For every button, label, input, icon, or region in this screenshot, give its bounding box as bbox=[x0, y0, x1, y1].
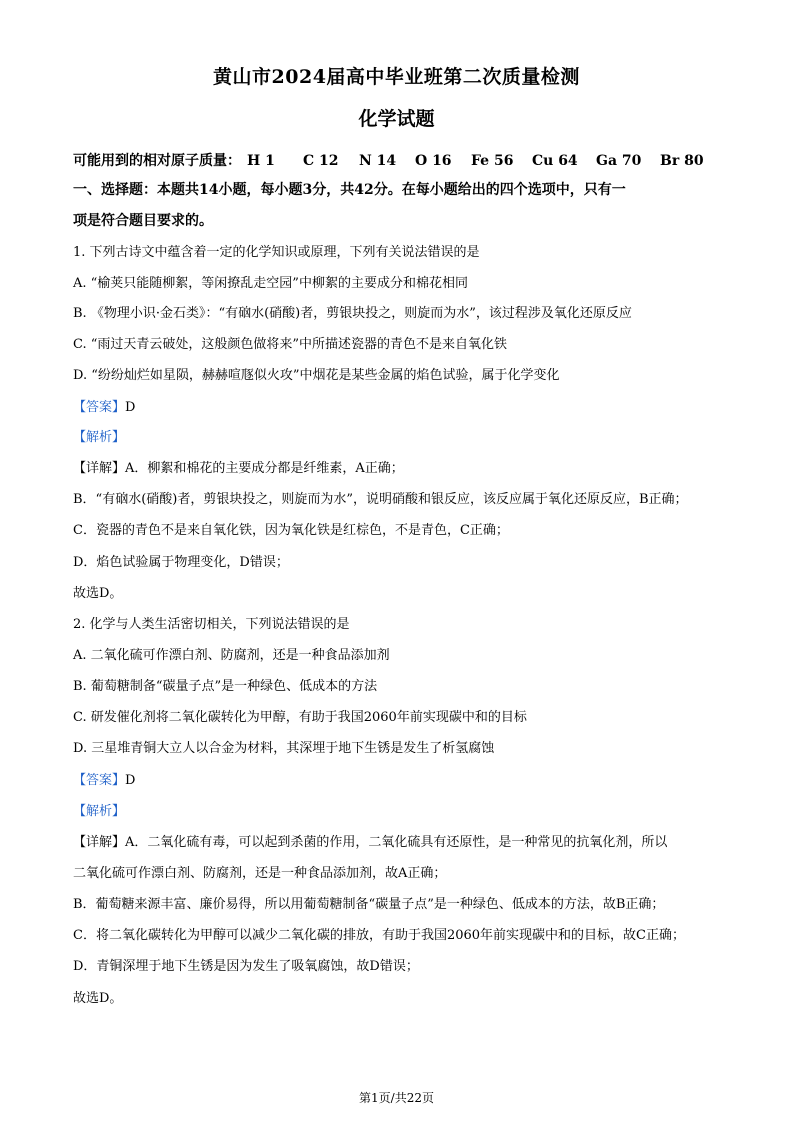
detail-tag: 【详解】 bbox=[73, 835, 126, 850]
q2-option-b: B. 葡萄糖制备“碳量子点”是一种绿色、低成本的方法 bbox=[73, 679, 378, 694]
atomic-mass-line bbox=[73, 150, 704, 170]
q2-detail-2: B．葡萄糖来源丰富、廉价易得，所以用葡萄糖制备“碳量子点”是一种绿色、低成本的方法，故B正确； bbox=[73, 897, 665, 912]
q1-detail-3: C．瓷器的青色不是来自氧化铁，因为氧化铁是红棕色，不是青色，C正确； bbox=[73, 523, 509, 538]
section-heading: 一、选择题：本题共14小题，每小题3分，共42分。在每小题给出的四个选项中，只有一 bbox=[73, 182, 626, 198]
analysis-tag: 【解析】 bbox=[73, 804, 126, 819]
q2-conclusion: 故选D。 bbox=[73, 991, 123, 1006]
answer-tag: 【答案】 bbox=[73, 773, 126, 788]
q2-answer bbox=[73, 772, 135, 790]
atomic-mass-item: Ga 70 bbox=[596, 153, 642, 169]
q2-detail-4: D．青铜深埋于地下生锈是因为发生了吸氧腐蚀，故D错误； bbox=[73, 959, 419, 974]
q2-stem: 2. 化学与人类生活密切相关，下列说法错误的是 bbox=[73, 617, 350, 632]
q2-detail-1 bbox=[73, 834, 667, 852]
atomic-mass-item: O 16 bbox=[415, 153, 452, 169]
q2-option-d: D. 三星堆青铜大立人以合金为材料，其深埋于地下生锈是发生了析氢腐蚀 bbox=[73, 741, 495, 756]
subject-title: 化学试题 bbox=[358, 108, 435, 130]
q1-option-b: B. 《物理小识·金石类》：“有硇水(硝酸)者，剪银块投之，则旋而为水”，该过程涉及氧化还原反应 bbox=[73, 306, 632, 321]
detail-text: A．二氧化硫有毒，可以起到杀菌的作用，二氧化硫具有还原性，是一种常见的抗氧化剂，所以 bbox=[125, 835, 668, 850]
atomic-mass-item: H 1 bbox=[247, 153, 275, 169]
atomic-mass-label: 可能用到的相对原子质量： bbox=[73, 153, 241, 169]
q1-detail-1 bbox=[73, 460, 404, 478]
page-number: 第1页/共22页 bbox=[359, 1091, 434, 1105]
answer-value: D bbox=[125, 773, 136, 788]
q2-option-c: C. 研发催化剂将二氧化碳转化为甲醇，有助于我国2060年前实现碳中和的目标 bbox=[73, 710, 527, 725]
section-heading-cont: 项是符合题目要求的。 bbox=[73, 213, 213, 229]
atomic-mass-item: N 14 bbox=[359, 153, 397, 169]
q1-detail-2: B．“有硇水(硝酸)者，剪银块投之，则旋而为水”，说明硝酸和银反应，该反应属于氧化还原反应，B正确； bbox=[73, 492, 688, 507]
q1-option-a: A. “榆荚只能随柳絮，等闲撩乱走空园”中柳絮的主要成分和棉花相同 bbox=[73, 276, 468, 291]
atomic-mass-item: Cu 64 bbox=[532, 153, 578, 169]
atomic-mass-item: Fe 56 bbox=[471, 153, 514, 169]
q2-analysis-tag bbox=[73, 803, 125, 821]
detail-tag: 【详解】 bbox=[73, 461, 126, 476]
atomic-mass-item: Br 80 bbox=[660, 153, 704, 169]
answer-tag: 【答案】 bbox=[73, 400, 126, 415]
q2-option-a: A. 二氧化硫可作漂白剂、防腐剂，还是一种食品添加剂 bbox=[73, 648, 390, 663]
q1-analysis-tag bbox=[73, 429, 125, 447]
q1-stem: 1. 下列古诗文中蕴含着一定的化学知识或原理，下列有关说法错误的是 bbox=[73, 245, 480, 260]
answer-value: D bbox=[125, 400, 136, 415]
analysis-tag: 【解析】 bbox=[73, 430, 126, 445]
q1-conclusion: 故选D。 bbox=[73, 586, 123, 601]
detail-text: A．柳絮和棉花的主要成分都是纤维素，A正确； bbox=[125, 461, 404, 476]
q1-detail-4: D．焰色试验属于物理变化，D错误； bbox=[73, 555, 289, 570]
atomic-mass-item: C 12 bbox=[303, 153, 339, 169]
q1-answer bbox=[73, 399, 135, 417]
q1-option-c: C. “雨过天青云破处，这般颜色做将来”中所描述瓷器的青色不是来自氧化铁 bbox=[73, 337, 508, 352]
q2-detail-1-cont: 二氧化硫可作漂白剂、防腐剂，还是一种食品添加剂，故A正确； bbox=[73, 866, 447, 881]
q2-detail-3: C．将二氧化碳转化为甲醇可以减少二氧化碳的排放，有助于我国2060年前实现碳中和的目标，故C正确； bbox=[73, 928, 685, 943]
exam-title: 黄山市2024届高中毕业班第二次质量检测 bbox=[213, 66, 580, 88]
q1-option-d: D. “纷纷灿烂如星陨，赫赫喧豗似火攻”中烟花是某些金属的焰色试验，属于化学变化 bbox=[73, 368, 560, 383]
